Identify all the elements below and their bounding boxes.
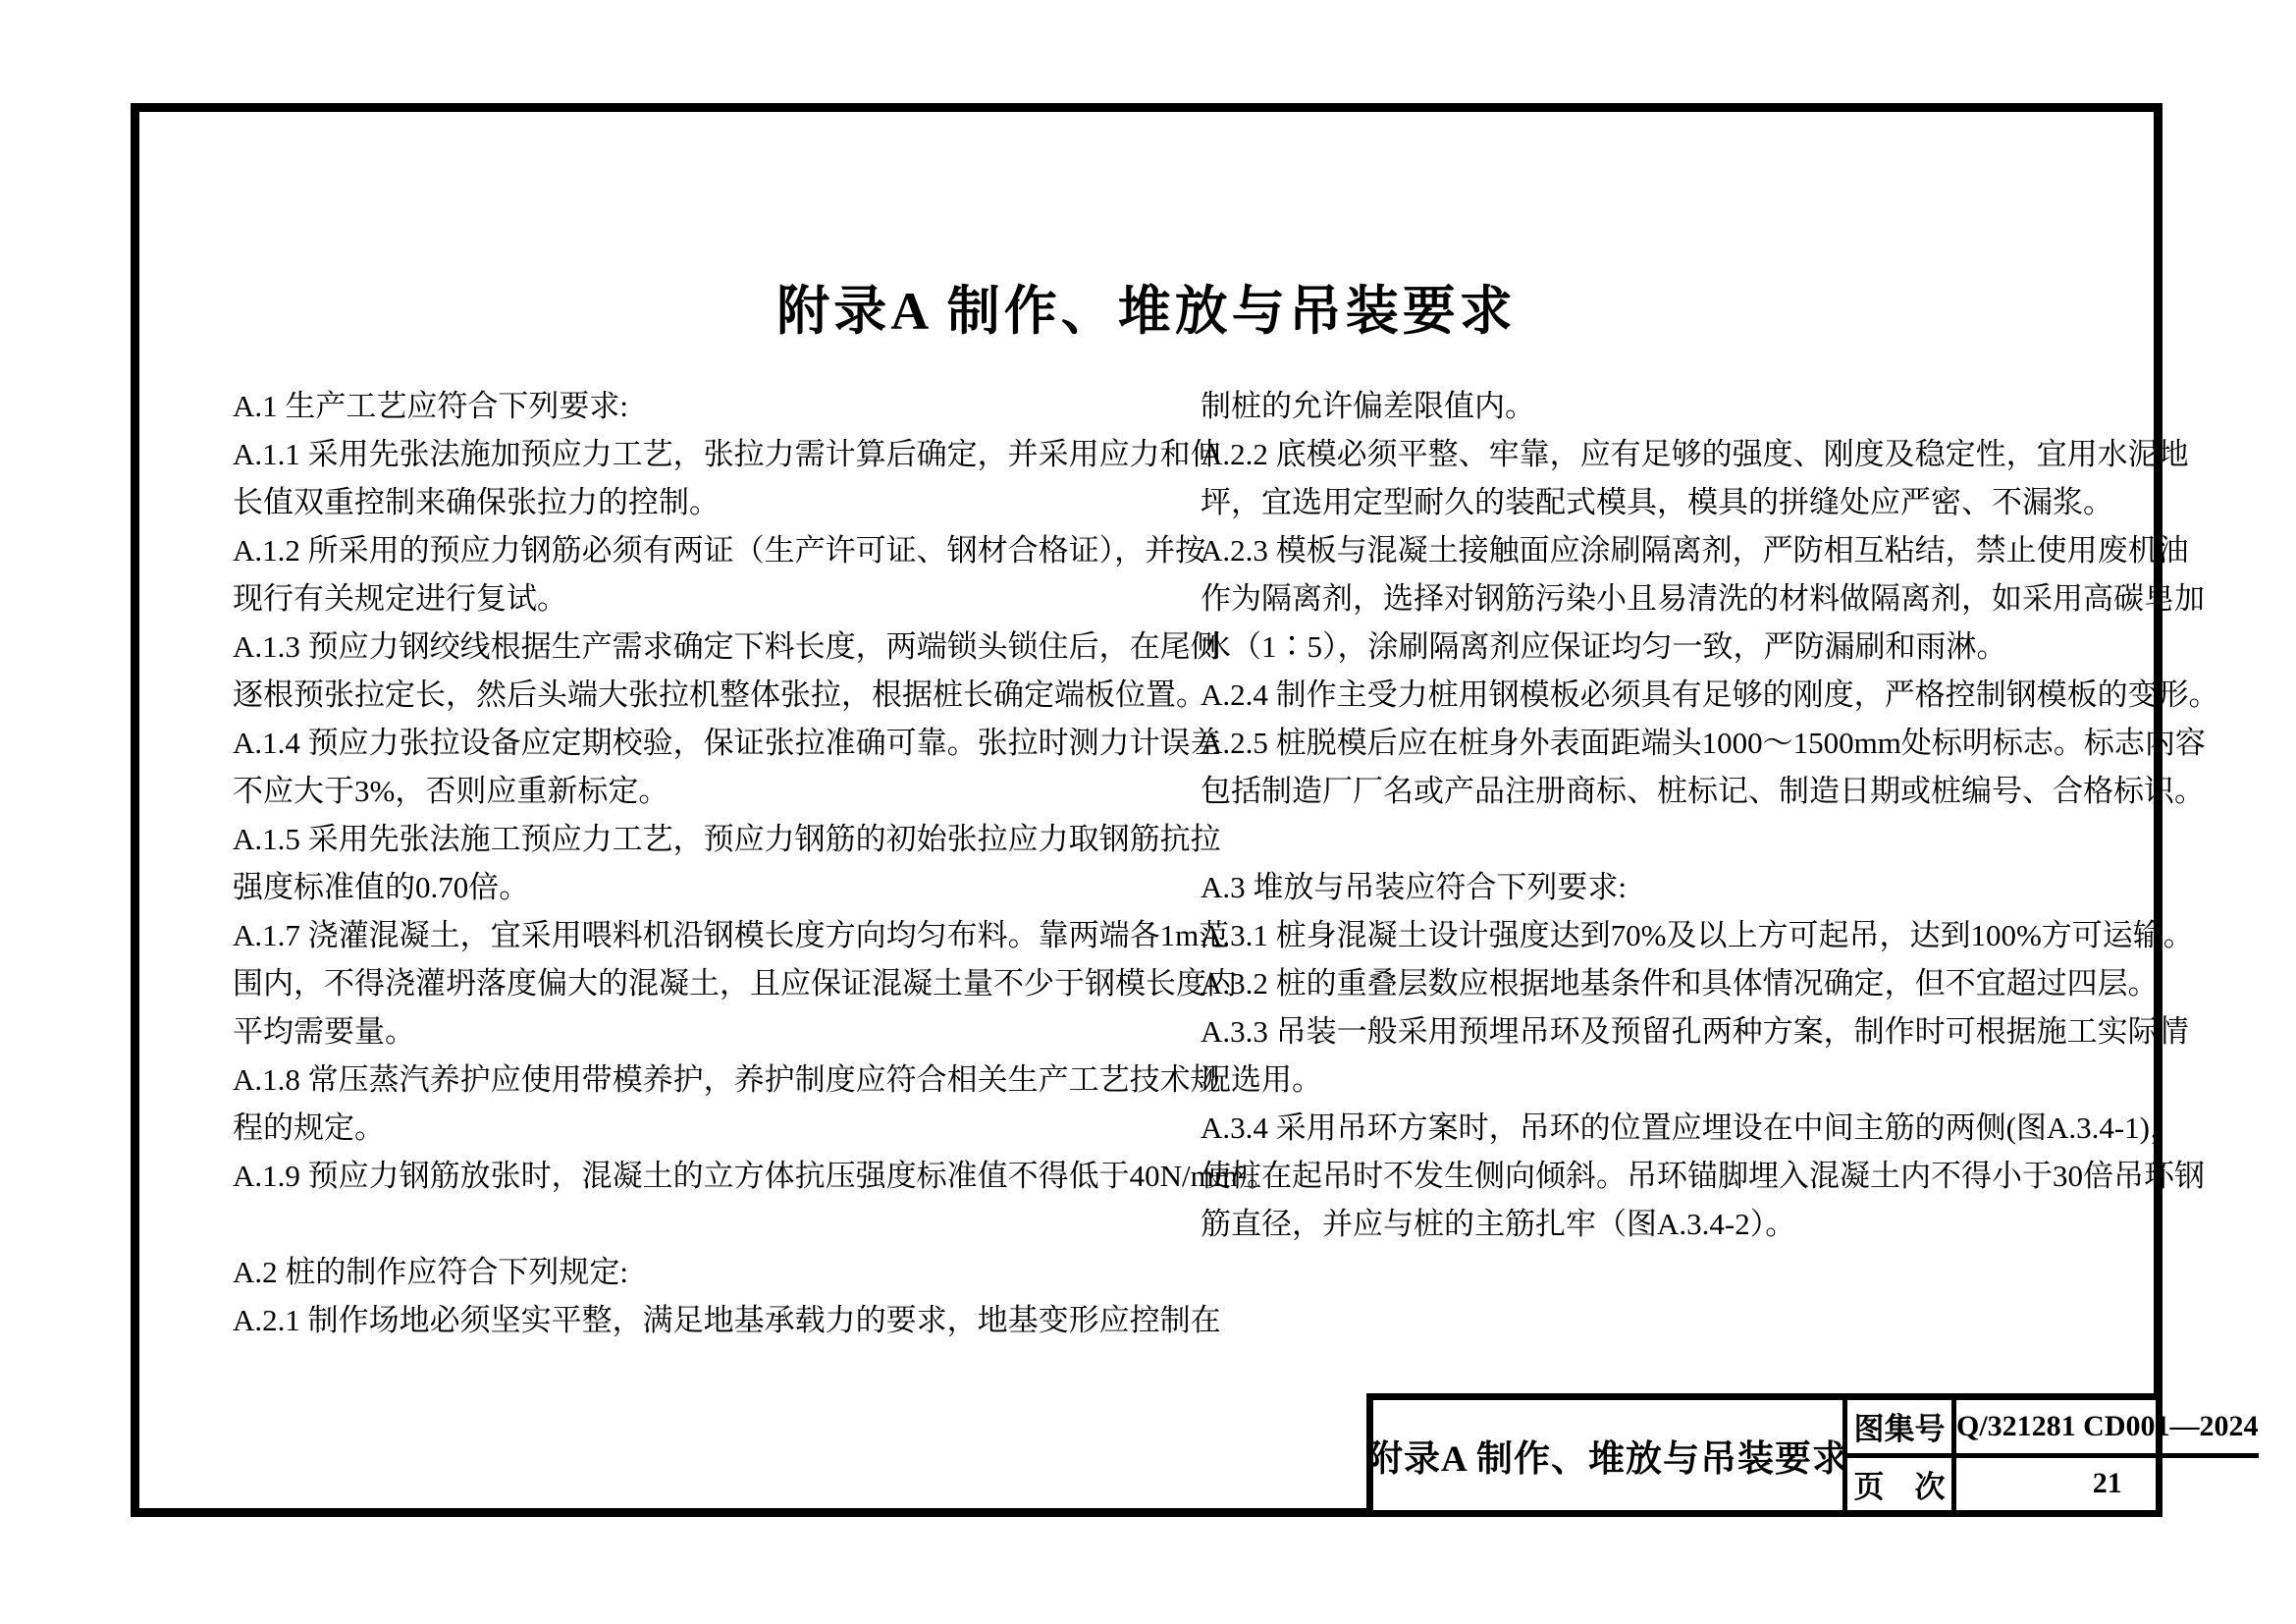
text-line: A.2 桩的制作应符合下列规定: bbox=[233, 1255, 628, 1289]
text-line: 坪，宜选用定型耐久的装配式模具，模具的拼缝处应严密、不漏浆。 bbox=[1201, 485, 2113, 519]
text-line: 程的规定。 bbox=[233, 1110, 385, 1145]
text-line: A.1.1 采用先张法施加预应力工艺，张拉力需计算后确定，并采用应力和伸 bbox=[233, 437, 1221, 471]
text-line: 筋直径，并应与桩的主筋扎牢（图A.3.4-2）。 bbox=[1201, 1207, 1796, 1241]
atlas-number-row bbox=[1847, 1400, 2259, 1453]
text-line bbox=[233, 1200, 1150, 1248]
text-line: 使桩在起吊时不发生侧向倾斜。吊环锚脚埋入混凝土内不得小于30倍吊环钢 bbox=[1201, 1159, 2205, 1193]
text-line: A.1 生产工艺应符合下列要求: bbox=[233, 389, 628, 423]
page-title: 附录A 制作、堆放与吊装要求 bbox=[776, 282, 1517, 341]
text-line: A.2.3 模板与混凝土接触面应涂刷隔离剂，严防相互粘结，禁止使用废机油 bbox=[1201, 533, 2189, 568]
text-line: 包括制造厂厂名或产品注册商标、桩标记、制造日期或桩编号、合格标识。 bbox=[1201, 774, 2205, 808]
page-number-value: 21 bbox=[2092, 1467, 2122, 1500]
title-block-right-grid bbox=[1847, 1400, 2259, 1510]
text-line: A.2.1 制作场地必须坚实平整，满足地基承载力的要求，地基变形应控制在 bbox=[233, 1303, 1221, 1337]
atlas-number-label: 图集号 bbox=[1847, 1400, 1956, 1453]
text-line: 不应大于3%，否则应重新标定。 bbox=[233, 774, 669, 808]
text-line: A.3 堆放与吊装应符合下列要求: bbox=[1201, 870, 1627, 904]
text-line: A.3.4 采用吊环方案时，吊环的位置应埋设在中间主筋的两侧(图A.3.4-1)， bbox=[1201, 1110, 2180, 1145]
text-line: 逐根预张拉定长，然后头端大张拉机整体张拉，根据桩长确定端板位置。 bbox=[233, 677, 1206, 712]
text-line bbox=[1201, 815, 2118, 863]
atlas-number-value: Q/321281 CD001—2024 bbox=[1956, 1409, 2259, 1442]
text-line: A.2.4 制作主受力桩用钢模板必须具有足够的刚度，严格控制钢模板的变形。 bbox=[1201, 677, 2219, 712]
text-line: A.3.3 吊装一般采用预埋吊环及预留孔两种方案，制作时可根据施工实际情 bbox=[1201, 1014, 2189, 1049]
text-line: 强度标准值的0.70倍。 bbox=[233, 870, 530, 904]
text-line: A.1.5 采用先张法施工预应力工艺，预应力钢筋的初始张拉应力取钢筋抗拉 bbox=[233, 822, 1221, 856]
text-line: A.1.9 预应力钢筋放张时，混凝土的立方体抗压强度标准值不得低于40N/mm²。 bbox=[233, 1159, 1278, 1193]
text-line: A.1.3 预应力钢绞线根据生产需求确定下料长度，两端锁头锁住后，在尾侧 bbox=[233, 629, 1221, 664]
text-line: 水（1∶5），涂刷隔离剂应保证均匀一致，严防漏刷和雨淋。 bbox=[1201, 629, 2007, 664]
title-block bbox=[1366, 1393, 2259, 1517]
text-line: 现行有关规定进行复试。 bbox=[233, 581, 567, 616]
page-number-row bbox=[1847, 1453, 2259, 1511]
text-line: 况选用。 bbox=[1201, 1062, 1322, 1097]
text-line: A.1.7 浇灌混凝土，宜采用喂料机沿钢模长度方向均匀布料。靠两端各1m范 bbox=[233, 918, 1230, 952]
text-line: A.3.2 桩的重叠层数应根据地基条件和具体情况确定，但不宜超过四层。 bbox=[1201, 966, 2159, 1001]
page-number-label: 页 次 bbox=[1847, 1458, 1956, 1511]
text-line: 长值双重控制来确保张拉力的控制。 bbox=[233, 485, 720, 519]
text-line: 围内，不得浇灌坍落度偏大的混凝土，且应保证混凝土量不少于钢模长度内 bbox=[233, 966, 1237, 1001]
text-line: A.1.8 常压蒸汽养护应使用带模养护，养护制度应符合相关生产工艺技术规 bbox=[233, 1062, 1221, 1097]
text-line: A.1.2 所采用的预应力钢筋必须有两证（生产许可证、钢材合格证），并按 bbox=[233, 533, 1206, 568]
text-line: A.2.2 底模必须平整、牢靠，应有足够的强度、刚度及稳定性，宜用水泥地 bbox=[1201, 437, 2189, 471]
text-line: A.3.1 桩身混凝土设计强度达到70%及以上方可起吊，达到100%方可运输。 bbox=[1201, 918, 2194, 952]
text-line: 制桩的允许偏差限值内。 bbox=[1201, 389, 1535, 423]
title-block-appendix-title: 附录A 制作、堆放与吊装要求 bbox=[1373, 1400, 1847, 1510]
text-line: A.2.5 桩脱模后应在桩身外表面距端头1000～1500mm处标明标志。标志内容 bbox=[1201, 726, 2206, 760]
text-line: 平均需要量。 bbox=[233, 1014, 415, 1049]
right-text-column bbox=[1201, 382, 2219, 1248]
text-line: A.1.4 预应力张拉设备应定期校验，保证张拉准确可靠。张拉时测力计误差 bbox=[233, 726, 1221, 760]
text-line: 作为隔离剂，选择对钢筋污染小且易清洗的材料做隔离剂，如采用高碳皂加 bbox=[1201, 581, 2205, 616]
